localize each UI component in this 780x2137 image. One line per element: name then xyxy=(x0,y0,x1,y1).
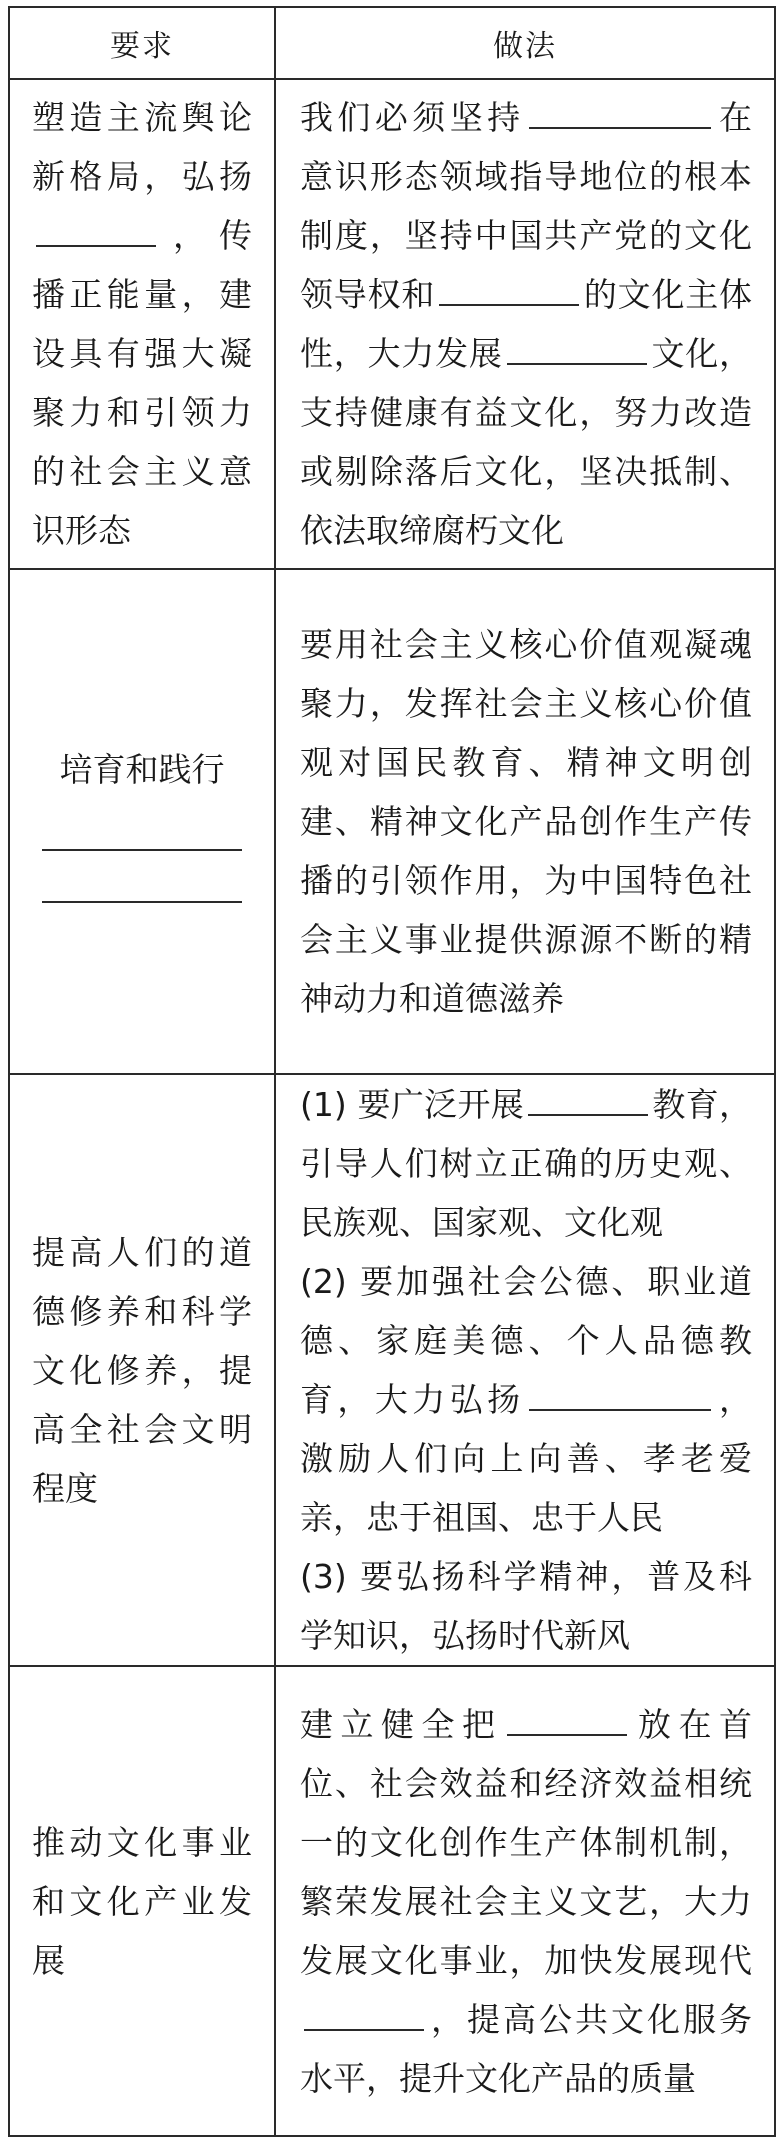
answer-blank[interactable] xyxy=(507,331,647,365)
practice-item-1 xyxy=(300,1085,752,1242)
practice-text: 文化，支持健康有益文化，努力改造或剔除落后文化，坚决抵制、依法取缔腐朽文化 xyxy=(300,334,753,550)
answer-blank[interactable] xyxy=(528,1082,648,1116)
header-practice: 做法 xyxy=(275,7,775,79)
practice-cell xyxy=(275,1666,775,2136)
requirement-text: 推动文化事业和文化产业发展 xyxy=(32,1822,252,1980)
answer-blank[interactable] xyxy=(529,95,711,129)
answer-blank[interactable] xyxy=(529,1377,711,1411)
answer-blank[interactable] xyxy=(439,272,579,306)
requirement-text: 提高人们的道德修养和科学文化修养，提高全社会文明程度 xyxy=(32,1232,252,1508)
requirement-cell xyxy=(9,569,275,1074)
requirement-text: ，传播正能量，建设具有强大凝聚力和引领力的社会主义意识形态 xyxy=(32,216,252,550)
table-row xyxy=(9,569,775,1074)
practice-text: (1) 要广泛开展 xyxy=(300,1085,525,1124)
practice-text: 我们必须坚持 xyxy=(300,98,525,137)
table-row xyxy=(9,1074,775,1666)
answer-blank[interactable] xyxy=(42,817,242,851)
practice-text: ，提高公共文化服务水平，提升文化产品的质量 xyxy=(300,1999,752,2098)
requirement-text: 培育和践行 xyxy=(59,750,225,789)
practice-text: ，激励人们向上向善、孝老爱亲，忠于祖国、忠于人民 xyxy=(300,1380,753,1537)
table-header-row xyxy=(9,7,775,79)
requirement-cell xyxy=(9,1666,275,2136)
answer-blank[interactable] xyxy=(36,213,156,247)
practice-item-3: (3) 要弘扬科学精神，普及科学知识，弘扬时代新风 xyxy=(300,1557,752,1655)
practice-text: (2) 要加强社会公德、职业道德、家庭美德、个人品德教育，大力弘扬 xyxy=(300,1262,752,1419)
practice-text: 的文化主体性，大力发展 xyxy=(300,275,753,373)
table-row xyxy=(9,1666,775,2136)
practice-item-2 xyxy=(300,1252,752,1547)
practice-text: 建立健全把 xyxy=(300,1704,503,1744)
practice-text: 在意识形态领域指导地位的根本制度，坚持中国共产党的文化领导权和 xyxy=(300,98,753,314)
requirement-cell xyxy=(9,79,275,569)
practice-text: 要用社会主义核心价值观凝魂聚力，发挥社会主义核心价值观对国民教育、精神文明创建、精神文化产品创作生产传播的引领作用，为中国特色社会主义事业提供源源不断的精神动力和道德滋养 xyxy=(300,625,752,1018)
practice-cell xyxy=(275,79,775,569)
practice-cell xyxy=(275,569,775,1074)
practice-cell xyxy=(275,1074,775,1666)
practice-text: 放在首位、社会效益和经济效益相统一的文化创作生产体制机制，繁荣发展社会主义文艺，大力发展文化事业，加快发展现代 xyxy=(300,1704,752,1980)
practice-text: 教育，引导人们树立正确的历史观、民族观、国家观、文化观 xyxy=(300,1085,753,1242)
requirement-cell xyxy=(9,1074,275,1666)
answer-blank[interactable] xyxy=(304,1997,424,2031)
requirements-table xyxy=(8,6,776,2137)
answer-blank[interactable] xyxy=(42,869,242,903)
table-row xyxy=(9,79,775,569)
requirement-text: 塑造主流舆论新格局，弘扬 xyxy=(32,98,252,196)
answer-blank[interactable] xyxy=(507,1702,627,1736)
header-requirement: 要求 xyxy=(9,7,275,79)
